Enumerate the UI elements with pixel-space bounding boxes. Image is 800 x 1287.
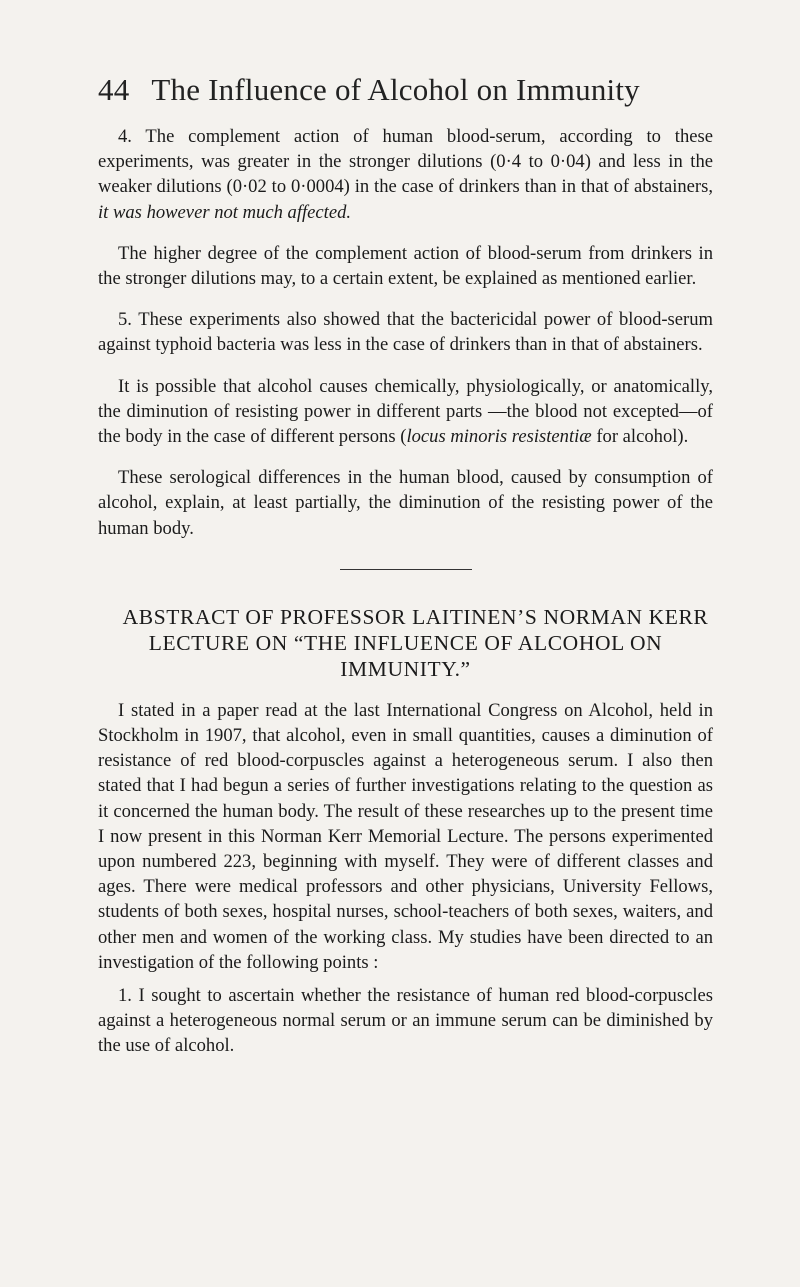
running-head (98, 72, 718, 108)
running-title: The Influence of Alcohol on Immunity (151, 72, 640, 107)
paragraph-point-5: 5. These experiments also showed that the bactericidal power of blood-serum against typhoid bacteria was less in the case of drinkers than in that of abstainers. (98, 309, 713, 356)
abstract-paragraph-1: I stated in a paper read at the last International Congress on Alcohol, held in Stockholm in 1907, that alcohol, even in small quantities, causes a diminution of resistance of red blood-corpuscles against a heterogeneous serum. I also then stated that I had begun a series of further investigations relating to the question as it concerned the human body. The result of these researches up to the present time I now present in this Norman Kerr Memorial Lecture. The persons experimented upon numbered 223, beginning with myself. They were of different classes and ages. There were medical professors and other physicians, University Fellows, students of both sexes, hospital nurses, school-teachers of both sexes, waiters, and other men and women of the working class. My studies have been directed to an investigation of the following points : (98, 699, 713, 973)
page-number: 44 (98, 72, 130, 107)
paragraph-point-4 (98, 124, 713, 225)
latin-phrase: locus minoris resistentiæ (406, 426, 592, 448)
paragraph-higher-degree: The higher degree of the complement action of blood-serum from drinkers in the stronger dilutions may, to a certain extent, be explained as mentioned earlier. (98, 242, 713, 290)
paragraph-text: It is possible that alcohol causes chemically, physiologically, or anatomically, the diminution of resisting power in different parts —the blood not excepted—of the body in the case of different persons ( (98, 375, 713, 448)
paragraph-italic-text: it was however not much affected. (98, 201, 352, 223)
abstract-title: ABSTRACT OF PROFESSOR LAITINEN’S NORMAN KERR LECTURE ON “THE INFLUENCE OF ALCOHOL ON IMMUNITY.” (122, 604, 709, 681)
body-text (98, 124, 713, 1075)
section-divider (340, 569, 472, 570)
paragraph-serological: These serological differences in the human blood, caused by consumption of alcohol, explain, at least partially, the diminution of the resisting power of the human body. (98, 467, 713, 539)
paragraph-text: for alcohol). (591, 426, 689, 448)
paragraph-possible (98, 374, 713, 450)
abstract-paragraph-2: 1. I sought to ascertain whether the resistance of human red blood-corpuscles against a heterogeneous normal serum or an immune serum can be diminished by the use of alcohol. (98, 985, 713, 1057)
paragraph-text: 4. The complement action of human blood-serum, according to these experiments, was greater in the stronger dilutions (0·4 to 0·04) and less in the weaker dilutions (0·02 to 0·0004) in the case of drinkers than in that of abstainers, (98, 126, 713, 198)
